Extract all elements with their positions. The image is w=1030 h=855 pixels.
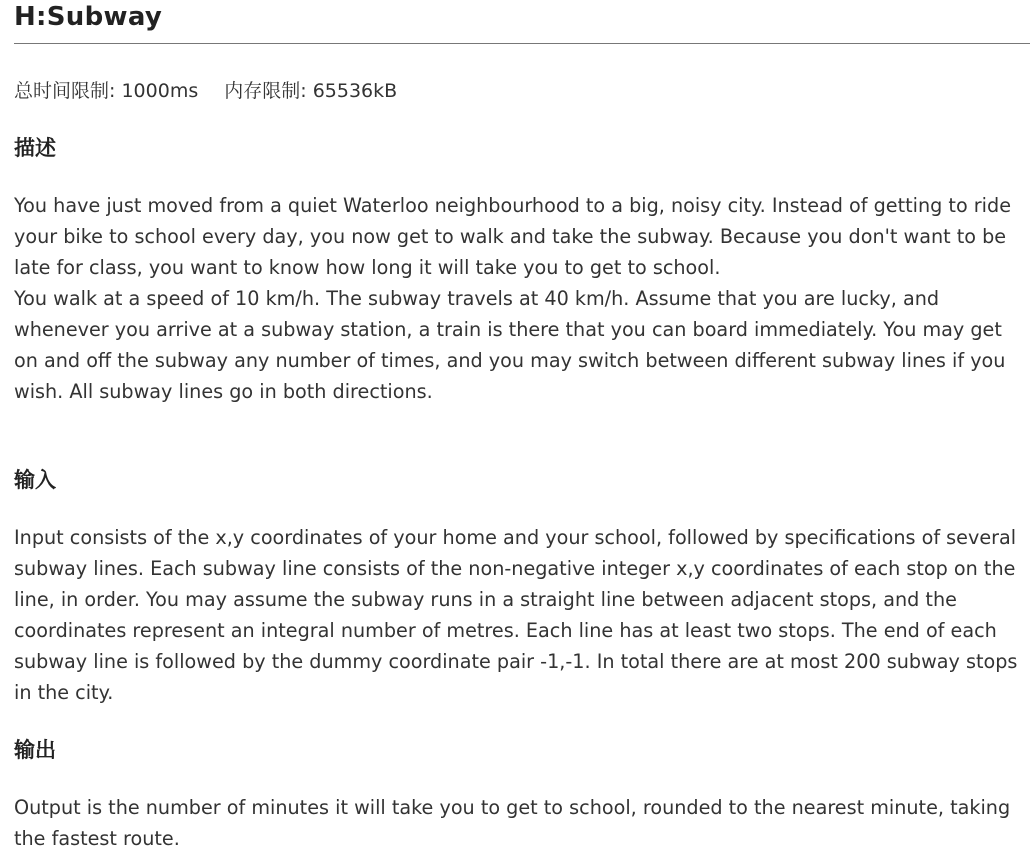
input-paragraph: Input consists of the x,y coordinates of your home and your school, followed by specifications of several subway lines. Each subway line consists of the non-negative integer x,y coordinates of each stop on the line, in order. You may assume the subway runs in a straight line between adjacent stops, and the coordinates represent an integral number of metres. Each line has at least two stops. The end of each subway line is followed by the dummy coordinate pair -1,-1. In total there are at most 200 subway stops in the city. [14, 526, 1018, 704]
memory-limit-label: 内存限制 [224, 80, 301, 102]
description-heading: 描述 [14, 136, 56, 160]
output-text [14, 792, 1024, 854]
title-divider [14, 43, 1030, 44]
time-limit-colon: : [109, 80, 122, 102]
time-limit-value: 1000ms [121, 80, 199, 102]
output-paragraph: Output is the number of minutes it will take you to get to school, rounded to the nearest minute, taking the fastest route. [14, 796, 1011, 850]
memory-limit-colon: : [300, 80, 313, 102]
description-paragraph-2: You walk at a speed of 10 km/h. The subway travels at 40 km/h. Assume that you are lucky, and whenever you arrive at a subway station, a train is there that you can board immediately. You may get on and off the subway any number of times, and you may switch between different subway lines if you wish. All subway lines go in both directions. [14, 287, 1006, 403]
input-heading: 输入 [14, 468, 56, 492]
problem-page [14, 0, 1024, 850]
input-text [14, 522, 1024, 708]
time-limit-label: 总时间限制 [14, 80, 110, 102]
description-paragraph-1: You have just moved from a quiet Waterloo neighbourhood to a big, noisy city. Instead of getting to ride your bike to school every day, you now get to walk and take the subway. Because you don't want to be late for class, you want to know how long it will take you to get to school. [14, 194, 1011, 279]
memory-limit-value: 65536kB [312, 80, 398, 102]
problem-title: H:Subway [14, 2, 163, 32]
problem-limits [14, 77, 397, 105]
description-text [14, 190, 1024, 407]
output-heading: 输出 [14, 738, 56, 762]
